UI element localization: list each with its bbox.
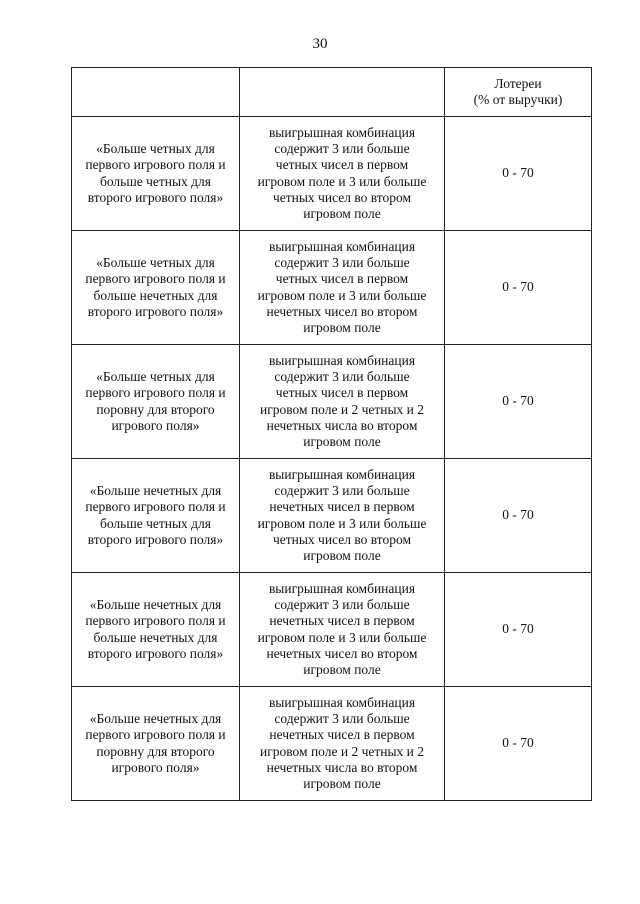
condition-cell (240, 687, 445, 801)
condition-cell (240, 231, 445, 345)
bet-cell (72, 687, 240, 801)
page-number: 30 (312, 36, 328, 52)
payout-range: 0 - 70 (502, 393, 534, 409)
range-cell (445, 231, 592, 345)
payout-range: 0 - 70 (502, 165, 534, 181)
payout-range: 0 - 70 (502, 621, 534, 637)
condition-cell (240, 573, 445, 687)
table-row (72, 687, 592, 801)
bet-name: «Больше четных для первого игрового поля и поровну для второго игрового поля» (85, 368, 226, 433)
range-cell (445, 345, 592, 459)
bet-cell (72, 573, 240, 687)
condition-cell (240, 117, 445, 231)
header-lotteries-label: Лотереи (% от выручки) (473, 75, 563, 107)
table-row (72, 573, 592, 687)
winning-condition: выигрышная комбинация содержит 3 или больше четных чисел в первом игровом поле и 3 или больше четных чисел во втором игровом поле (257, 124, 427, 222)
bet-cell (72, 459, 240, 573)
header-cell-lotteries (445, 68, 592, 117)
payout-range: 0 - 70 (502, 507, 534, 523)
bet-cell (72, 231, 240, 345)
table-row (72, 459, 592, 573)
winning-condition: выигрышная комбинация содержит 3 или больше нечетных чисел в первом игровом поле и 2 четных и 2 нечетных числа во втором игровом поле (259, 694, 425, 792)
header-cell-condition (240, 68, 445, 117)
bet-name: «Больше нечетных для первого игрового поля и больше нечетных для второго игрового поля» (85, 596, 226, 661)
range-cell (445, 573, 592, 687)
condition-cell (240, 345, 445, 459)
table-row (72, 231, 592, 345)
header-cell-bet (72, 68, 240, 117)
bet-name: «Больше нечетных для первого игрового поля и больше четных для второго игрового поля» (85, 482, 226, 547)
winning-condition: выигрышная комбинация содержит 3 или больше нечетных чисел в первом игровом поле и 3 или больше четных чисел во втором игровом поле (257, 466, 427, 564)
table-header-row (72, 68, 592, 117)
bet-cell (72, 117, 240, 231)
range-cell (445, 117, 592, 231)
range-cell (445, 459, 592, 573)
bet-name: «Больше четных для первого игрового поля и больше четных для второго игрового поля» (85, 140, 226, 205)
winning-condition: выигрышная комбинация содержит 3 или больше четных чисел в первом игровом поле и 2 четных и 2 нечетных числа во втором игровом поле (259, 352, 425, 450)
table-row (72, 345, 592, 459)
bet-cell (72, 345, 240, 459)
condition-cell (240, 459, 445, 573)
lottery-table (71, 67, 592, 801)
bet-name: «Больше четных для первого игрового поля и больше нечетных для второго игрового поля» (85, 254, 226, 319)
table-row (72, 117, 592, 231)
payout-range: 0 - 70 (502, 735, 534, 751)
winning-condition: выигрышная комбинация содержит 3 или больше нечетных чисел в первом игровом поле и 3 или больше нечетных чисел во втором игровом поле (257, 580, 427, 678)
bet-name: «Больше нечетных для первого игрового поля и поровну для второго игрового поля» (85, 710, 226, 775)
payout-range: 0 - 70 (502, 279, 534, 295)
winning-condition: выигрышная комбинация содержит 3 или больше четных чисел в первом игровом поле и 3 или больше нечетных чисел во втором игровом поле (257, 238, 427, 336)
range-cell (445, 687, 592, 801)
